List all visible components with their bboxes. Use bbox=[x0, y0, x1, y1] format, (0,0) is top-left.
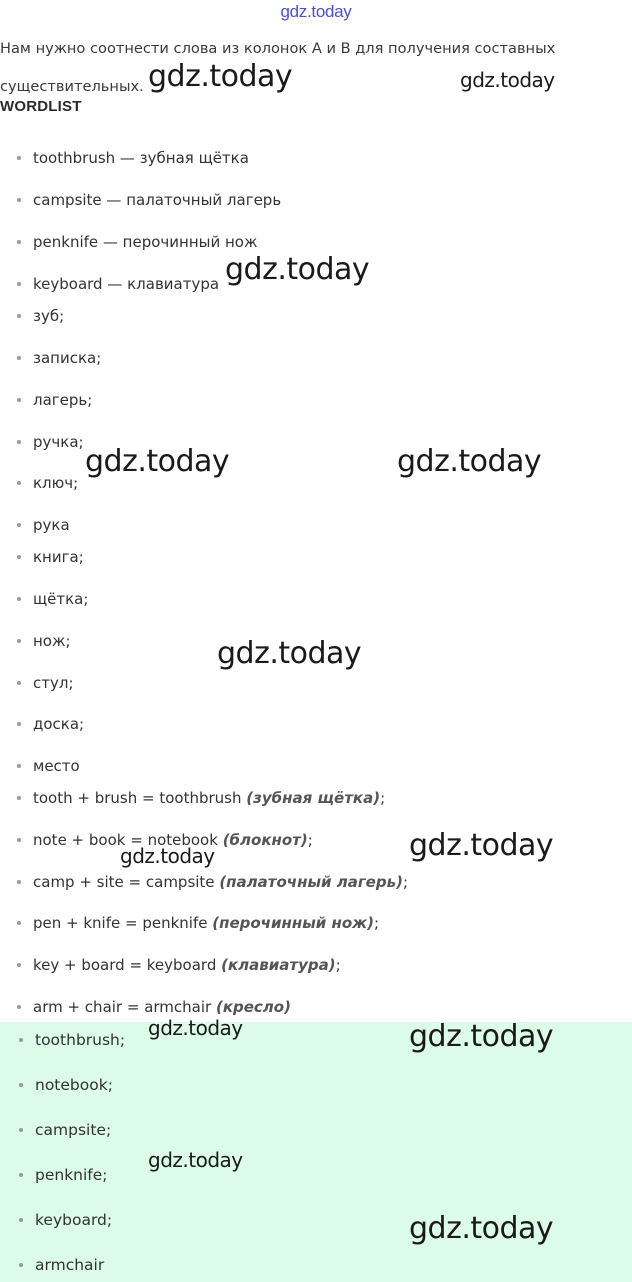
bullet-icon bbox=[17, 523, 21, 527]
bullet-icon bbox=[17, 639, 21, 643]
list-item bbox=[19, 1210, 112, 1230]
column-word: нож; bbox=[33, 632, 71, 650]
watermark: gdz.today bbox=[397, 444, 542, 479]
compound-formula: key + board = keyboard bbox=[33, 956, 217, 974]
bullet-icon bbox=[17, 198, 21, 202]
bullet-icon bbox=[19, 1173, 23, 1177]
list-item bbox=[17, 473, 78, 493]
bullet-icon bbox=[17, 481, 21, 485]
column-word: ключ; bbox=[33, 474, 79, 492]
compound-formula: arm + chair = armchair bbox=[33, 998, 212, 1016]
list-item bbox=[17, 714, 84, 734]
answer-word: armchair bbox=[35, 1256, 105, 1274]
bullet-icon bbox=[17, 722, 21, 726]
bullet-icon bbox=[19, 1218, 23, 1222]
watermark: gdz.today bbox=[120, 844, 215, 868]
compound-punctuation: ; bbox=[307, 831, 313, 849]
bullet-icon bbox=[17, 963, 21, 967]
compound-punctuation: ; bbox=[402, 873, 408, 891]
column-word: стул; bbox=[33, 674, 74, 692]
bullet-icon bbox=[17, 921, 21, 925]
list-item bbox=[17, 589, 88, 609]
compound-translation: (кресло) bbox=[215, 998, 291, 1016]
list-item bbox=[17, 348, 101, 368]
list-item bbox=[17, 148, 249, 168]
wordlist-heading: WORDLIST bbox=[0, 98, 82, 115]
list-item bbox=[17, 306, 64, 326]
bullet-icon bbox=[17, 880, 21, 884]
column-word: место bbox=[33, 757, 80, 775]
compound-translation: (зубная щётка) bbox=[246, 789, 381, 807]
answer-word: notebook; bbox=[35, 1076, 113, 1094]
list-item bbox=[19, 1120, 111, 1140]
compound-formula: camp + site = campsite bbox=[33, 873, 215, 891]
list-item bbox=[17, 955, 341, 975]
watermark: gdz.today bbox=[460, 68, 555, 92]
list-item bbox=[17, 997, 291, 1017]
list-item bbox=[19, 1255, 104, 1275]
watermark: gdz.today bbox=[148, 59, 293, 94]
column-word: записка; bbox=[33, 349, 102, 367]
compound-translation: (перочинный нож) bbox=[212, 914, 374, 932]
column-word: зуб; bbox=[33, 307, 65, 325]
list-item bbox=[17, 190, 281, 210]
list-item bbox=[17, 432, 84, 452]
compound-formula: tooth + brush = toothbrush bbox=[33, 789, 242, 807]
bullet-icon bbox=[17, 555, 21, 559]
list-item bbox=[17, 232, 257, 252]
wordlist-entry: campsite — палаточный лагерь bbox=[33, 191, 282, 209]
column-word: щётка; bbox=[33, 590, 89, 608]
wordlist-entry: toothbrush — зубная щётка bbox=[33, 149, 249, 167]
compound-formula: note + book = notebook bbox=[33, 831, 218, 849]
bullet-icon bbox=[17, 356, 21, 360]
bullet-icon bbox=[19, 1083, 23, 1087]
watermark: gdz.today bbox=[217, 636, 362, 671]
bullet-icon bbox=[17, 156, 21, 160]
watermark: gdz.today bbox=[409, 828, 554, 863]
list-item bbox=[19, 1075, 113, 1095]
watermark: gdz.today bbox=[148, 1148, 243, 1172]
list-item bbox=[17, 515, 70, 535]
bullet-icon bbox=[19, 1128, 23, 1132]
bullet-icon bbox=[17, 398, 21, 402]
watermark: gdz.today bbox=[225, 252, 370, 287]
bullet-icon bbox=[17, 597, 21, 601]
column-word: лагерь; bbox=[33, 391, 93, 409]
list-item bbox=[19, 1165, 108, 1185]
answer-word: toothbrush; bbox=[35, 1031, 126, 1049]
list-item bbox=[17, 631, 71, 651]
bullet-icon bbox=[17, 796, 21, 800]
column-word: ручка; bbox=[33, 433, 84, 451]
list-item bbox=[17, 872, 408, 892]
compound-translation: (блокнот) bbox=[222, 831, 308, 849]
watermark: gdz.today bbox=[148, 1016, 243, 1040]
column-word: книга; bbox=[33, 548, 84, 566]
list-item bbox=[17, 547, 84, 567]
bullet-icon bbox=[17, 282, 21, 286]
compound-punctuation: ; bbox=[373, 914, 380, 932]
bullet-icon bbox=[17, 314, 21, 318]
list-item bbox=[17, 756, 80, 776]
compound-punctuation: ; bbox=[380, 789, 386, 807]
watermark: gdz.today bbox=[409, 1019, 554, 1054]
answer-word: penknife; bbox=[35, 1166, 108, 1184]
intro-text: Нам нужно соотнести слова из колонок А и В для получения составных существительных. bbox=[0, 40, 556, 95]
compound-translation: (палаточный лагерь) bbox=[219, 873, 403, 891]
answer-word: keyboard; bbox=[35, 1211, 113, 1229]
answer-word: campsite; bbox=[35, 1121, 112, 1139]
list-item bbox=[19, 1030, 125, 1050]
bullet-icon bbox=[17, 440, 21, 444]
column-word: доска; bbox=[33, 715, 85, 733]
list-item bbox=[17, 788, 385, 808]
list-item bbox=[17, 913, 379, 933]
bullet-icon bbox=[17, 764, 21, 768]
bullet-icon bbox=[17, 240, 21, 244]
bullet-icon bbox=[19, 1263, 23, 1267]
watermark: gdz.today bbox=[85, 444, 230, 479]
bullet-icon bbox=[17, 838, 21, 842]
site-logo[interactable]: gdz.today bbox=[280, 2, 352, 21]
bullet-icon bbox=[17, 1005, 21, 1009]
wordlist-entry: penknife — перочинный нож bbox=[33, 233, 258, 251]
compound-formula: pen + knife = penknife bbox=[33, 914, 208, 932]
list-item bbox=[17, 673, 74, 693]
bullet-icon bbox=[19, 1038, 23, 1042]
watermark: gdz.today bbox=[409, 1211, 554, 1246]
compound-punctuation: ; bbox=[335, 956, 341, 974]
compound-translation: (клавиатура) bbox=[221, 956, 336, 974]
list-item bbox=[17, 274, 219, 294]
bullet-icon bbox=[17, 681, 21, 685]
column-word: рука bbox=[33, 516, 70, 534]
wordlist-entry: keyboard — клавиатура bbox=[33, 275, 220, 293]
list-item bbox=[17, 390, 92, 410]
